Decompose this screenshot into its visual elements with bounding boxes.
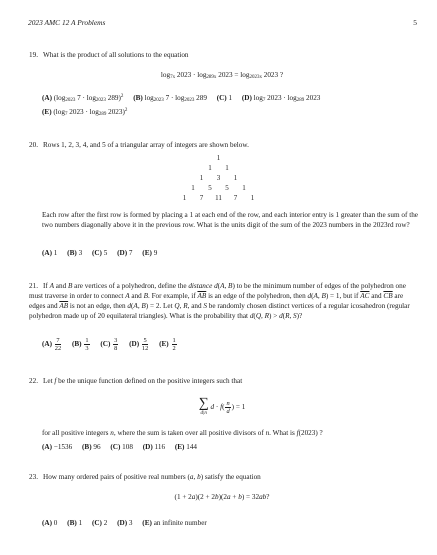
- array-entry: 5: [208, 184, 212, 192]
- array-entry: 1: [182, 194, 187, 202]
- problem-22-equation: ∑ d|n d · f( $\frac{n}{d}$ ) = 1: [198, 396, 246, 416]
- problem-21-choices: (A) $\frac{7}{22}$ (B) $\frac{1}{3}$ (C) $\frac{3}{8}$ (D) $\frac{5}{12}$ (E) $\frac{1}{2}$: [42, 337, 176, 352]
- problem-number: 23.: [29, 473, 38, 481]
- problem-number: 20.: [29, 141, 38, 149]
- array-row: [0, 174, 437, 182]
- problem-number: 21.: [29, 282, 38, 290]
- array-entry: 1: [250, 194, 255, 202]
- array-entry: 7: [199, 194, 204, 202]
- problem-22-choices: (A) −1536 (B) 96 (C) 108 (D) 116 (E) 144: [42, 443, 198, 451]
- problem-20-choices: (A) 1 (B) 3 (C) 5 (D) 7 (E) 9: [42, 249, 158, 257]
- problem-text: Let f be the unique function defined on the positive integers such that: [43, 377, 243, 385]
- problem-23-equation: (1 + 2a)(2 + 2b)(2a + b) = 32ab?: [174, 493, 270, 501]
- problem-number: 22.: [29, 377, 38, 385]
- array-entry: 11: [215, 194, 222, 202]
- problem-body: If A and B are vertices of a polyhedron, define the distance d(A, B) to be the minimum number of edges of the polyhedron one must traverse in order to connect A and B. For example, if $\overline{AB}$ is an edge of the polyhedron, then d(A, B) = 1, but if $\overline{AC}$ and $\overline{CB}$ are edges and $\overline{AB}$ is not an edge, then d(A, B) = 2. Let Q, R, and S be randomly chosen distinct vertices of a regular icosahedron (regular polyhedron made up of 20 equilateral triangles). What is the probability that d(Q, R) > d(R, S)?: [29, 282, 410, 320]
- array-entry: 1: [216, 154, 221, 162]
- problem-19-choices: (A) ($\log_{2023}$ $7 \cdot \log_{2023} 289)^2$ (B) $\log_{2023} 7 \cdot \log_{2023} 289$ (C) 1 (D) $\log_7 2023 \cdot \log_{289} 2023$: [42, 94, 321, 103]
- problem-21: [29, 281, 419, 321]
- problem-19: [29, 50, 415, 60]
- array-entry: 1: [242, 184, 246, 192]
- problem-text: What is the product of all solutions to the equation: [43, 51, 189, 59]
- array-entry: 7: [233, 194, 238, 202]
- problem-19-choice-e: (E) ($\log_7$ $2023 \cdot \log_{289} 2023)^2$: [42, 108, 128, 117]
- page-number: 5: [413, 18, 417, 27]
- problem-20: [29, 140, 415, 150]
- problem-19-equation: $\log_{7x} 2023 \cdot \log_{289x} 2023 = \log_{2023x} 2023$ ?: [160, 71, 284, 80]
- problem-23: [29, 472, 415, 482]
- problem-20-body: Each row after the first row is formed by placing a 1 at each end of the row, and each interior entry is 1 greater than the sum of the two numbers diagonally above it in the previous row. What is the units digit of the sum of the 2023 numbers in the 2023rd row?: [42, 211, 418, 229]
- array-entry: 1: [191, 184, 195, 192]
- array-entry: 3: [216, 174, 221, 182]
- array-row: [0, 164, 437, 172]
- array-entry: 1: [199, 174, 204, 182]
- array-entry: 5: [225, 184, 229, 192]
- problem-22-body: for all positive integers n, where the sum is taken over all positive divisors of n. What is f(2023) ?: [42, 429, 323, 437]
- problem-23-choices: (A) 0 (B) 1 (C) 2 (D) 3 (E) an infinite number: [42, 519, 207, 527]
- problem-text: Rows 1, 2, 3, 4, and 5 of a triangular array of integers are shown below.: [43, 141, 249, 149]
- array-entry: 1: [225, 164, 229, 172]
- problem-22: [29, 376, 415, 386]
- document-title: 2023 AMC 12 A Problems: [28, 18, 106, 27]
- problem-text: How many ordered pairs of positive real numbers (a, b) satisfy the equation: [43, 473, 261, 481]
- array-row: [0, 194, 437, 202]
- array-row: [0, 184, 437, 192]
- array-row: [0, 154, 437, 162]
- array-entry: 1: [233, 174, 238, 182]
- array-entry: 1: [208, 164, 212, 172]
- problem-number: 19.: [29, 51, 38, 59]
